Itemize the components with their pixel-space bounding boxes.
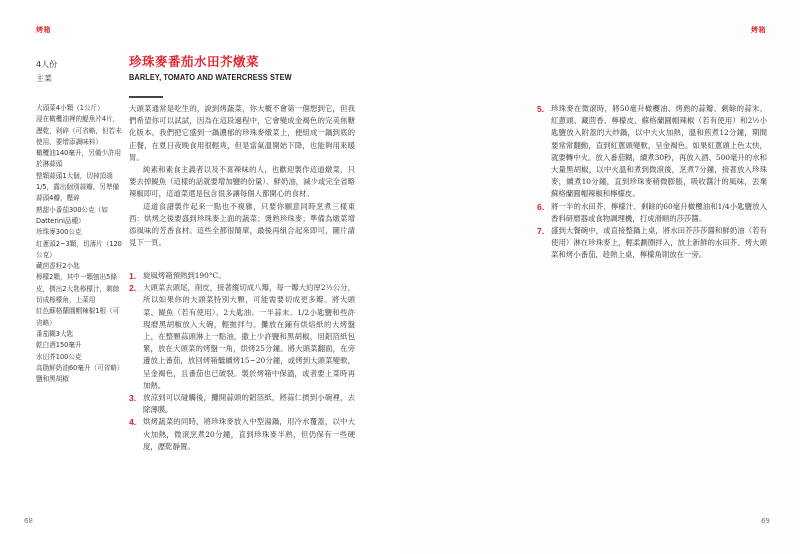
recipe-title-en: BARLEY, TOMATO AND WATERCRESS STEW — [129, 72, 292, 82]
step-number: 4. — [129, 417, 137, 428]
right-page — [400, 0, 800, 554]
servings: 4人份 — [36, 60, 58, 69]
step-number: 6. — [537, 201, 545, 212]
method-step — [129, 416, 355, 453]
page-number: 68 — [24, 517, 33, 525]
ingredient-list — [36, 103, 122, 385]
step-number: 3. — [129, 393, 137, 404]
step-text: 旋風烤箱預熱到190°C。 — [143, 271, 226, 280]
running-head: 烤箱 — [751, 26, 766, 34]
method-step — [537, 201, 767, 225]
recipe-meta — [36, 58, 57, 86]
step-number: 2. — [129, 283, 137, 294]
step-text: 烘烤蔬菜的同時，將珍珠麥放入中型湯鍋，用冷水覆蓋，以中大火加熱，微滾烹煮20分鐘，直到珍珠麥半熟，但仍保有一些硬度，瀝乾靜置。 — [143, 417, 355, 451]
ingredient-item: 熟甜小番茄300公克（如Datterini品種） — [36, 205, 108, 225]
step-text: 盛到大餐碗中，或直接整鍋上桌，將水田芥莎莎醬和鮮奶油（若有使用）淋在珍珠麥上，輕柔劃圈拌入，放上新鮮的水田芥、烤大頭菜和烤小番茄，趁熱上桌，檸檬角則放在一旁。 — [551, 226, 767, 260]
ingredient-item: 整顆蒜頭1大個，切掉頂端1/5，露出個別蒜瓣，另準備蒜頭4瓣，壓碎 — [36, 171, 120, 203]
method-step — [129, 282, 355, 392]
method-step — [129, 270, 355, 282]
recipe-intro — [129, 103, 355, 249]
step-number: 7. — [537, 226, 545, 237]
step-number: 1. — [129, 271, 137, 281]
step-number: 5. — [537, 104, 545, 114]
ingredient-item: 乾白酒150毫升 — [36, 341, 82, 350]
method-step — [537, 103, 767, 201]
step-text: 珍珠麥在微滾時，將50毫升橄欖油、烤熟的蒜瓣、剩餘的蒜末、紅蔥頭、藏茴香、檸檬皮、蘇格蘭圓帽辣椒（若有使用）和2½小匙鹽放入附蓋的大炒鍋，以中大火加熱，溫和煎煮12分鐘，期間要常常翻動，直到紅蔥頭變軟，呈金褐色。如果紅蔥頭上色太快，就要轉中火。放入番茄糊，續煮30秒，再放入酒、500毫升的水和大量黑胡椒，以中火溫和煮到微滾後，烹煮7分鐘，接著放入珍珠麥，續煮10分鐘，直到珍珠麥稍微膨脹，吸收醬汁的風味，丟棄蘇格蘭圓帽辣椒和檸檬皮。 — [551, 104, 767, 199]
ingredient-item: 大頭菜4小顆（1公斤） — [36, 104, 104, 112]
ingredient-item: 珍珠麥300公克 — [36, 228, 82, 237]
ingredient-item: 鹽和黑胡椒 — [36, 375, 69, 384]
ingredient-item: 浸在橄欖油裡的鯷魚片4片，瀝乾，剁碎（可省略，但若未使用，要增添調味料） — [36, 115, 122, 146]
ingredient-item: 水田芥100公克 — [36, 352, 82, 361]
page-number: 69 — [761, 517, 770, 525]
running-head: 烤箱 — [36, 26, 51, 34]
recipe-title-block — [129, 54, 369, 98]
intro-paragraph: 純素和素食主義者以及不喜辣味的人，也歡迎製作這道燉菜，只要去掉鯷魚（這樣的話就要增加鹽的份量）、鮮奶油，減少或完全省略辣椒即可，這道菜還是包含很多讓每個人都開心的食材。 — [129, 165, 355, 199]
step-text: 放涼到可以碰觸後，攤開蒜頭的鋁箔紙，將蒜仁擠到小碗裡，去除薄膜。 — [143, 393, 355, 415]
ingredient-item: 高脂鮮奶油60毫升（可省略） — [36, 363, 124, 372]
ingredient-item: 檸檬2顆，其中一顆刨出5條皮，擠出2大匙檸檬汁，剩餘切成檸檬角，上菜用 — [36, 273, 120, 305]
ingredient-item: 紅蔥頭2~3顆，切薄片（120公克） — [36, 239, 122, 259]
method-steps-left — [129, 270, 355, 453]
ingredient-item: 藏茴香籽2小匙 — [36, 262, 80, 271]
title-divider — [129, 96, 163, 98]
ingredient-item: 紅色蘇格蘭圓帽辣椒1根（可省略） — [36, 307, 120, 327]
method-step — [129, 392, 355, 416]
intro-paragraph: 大頭菜通常是吃生的，說到烤蔬菜，你大概不會第一個想到它，但我們希望你可以試試，因為在這段過程中，它會變成金褐色的完美焦糖化版本。我們把它盛到一鍋濃郁的珍珠麥燉菜上，便組成一鍋到底的正餐，在夏日夜晚食用很輕爽，但是當氣溫開始下降，也能夠用來暖胃。 — [129, 104, 355, 162]
method-step — [537, 225, 767, 262]
method-steps-right — [537, 103, 767, 262]
recipe-title-zh: 珍珠麥番茄水田芥燉菜 — [129, 54, 260, 69]
intro-paragraph: 這道食譜製作起來一點也不複雜，只要你願意同時烹煮三樣東西：烘烤之後要盛到珍珠麥上面的蔬菜；燙熟珍珠麥；準備為燉菜增添風味的芳香食材。這些全都很簡單，最後再組合起來即可，圖片請見下一頁。 — [129, 201, 355, 248]
ingredient-item: 橄欖油140毫升，另備少許用於淋蒜頭 — [36, 149, 122, 169]
ingredient-item: 番茄糊3大匙 — [36, 329, 74, 338]
step-text: 將一半的水田芥、檸檬汁、剩餘的60毫升橄欖油和1/4小匙鹽放入香料研磨器或食物調理機，打成滑順的莎莎醬。 — [551, 201, 767, 223]
course: 主菜 — [36, 74, 52, 83]
step-text: 大頭菜去頭尾，削皮，接著縱切成八瓣，每一瓣大約厚2½公分，所以如果你的大頭菜特別大顆，可能需要切成更多瓣。將大頭菜、鯷魚（若有使用）、2大匙油、一半蒜末、1/2小匙鹽和些許現磨黑胡椒放入大碗，輕拋拌勻。攤放在鋪有烘焙紙的大烤盤上，在整顆蒜頭淋上一點油，撒上少許鹽和黑胡椒，用鋁箔紙包緊，放在大頭菜的烤盤一角，烘烤25分鐘。將大頭菜翻面，在旁邊放上番茄，放回烤箱繼續烤15~20分鐘，或烤到大頭菜變軟，呈金褐色，且番茄也已破裂。製於烤箱中保溫，或者要上菜時再加熱。 — [143, 283, 355, 390]
